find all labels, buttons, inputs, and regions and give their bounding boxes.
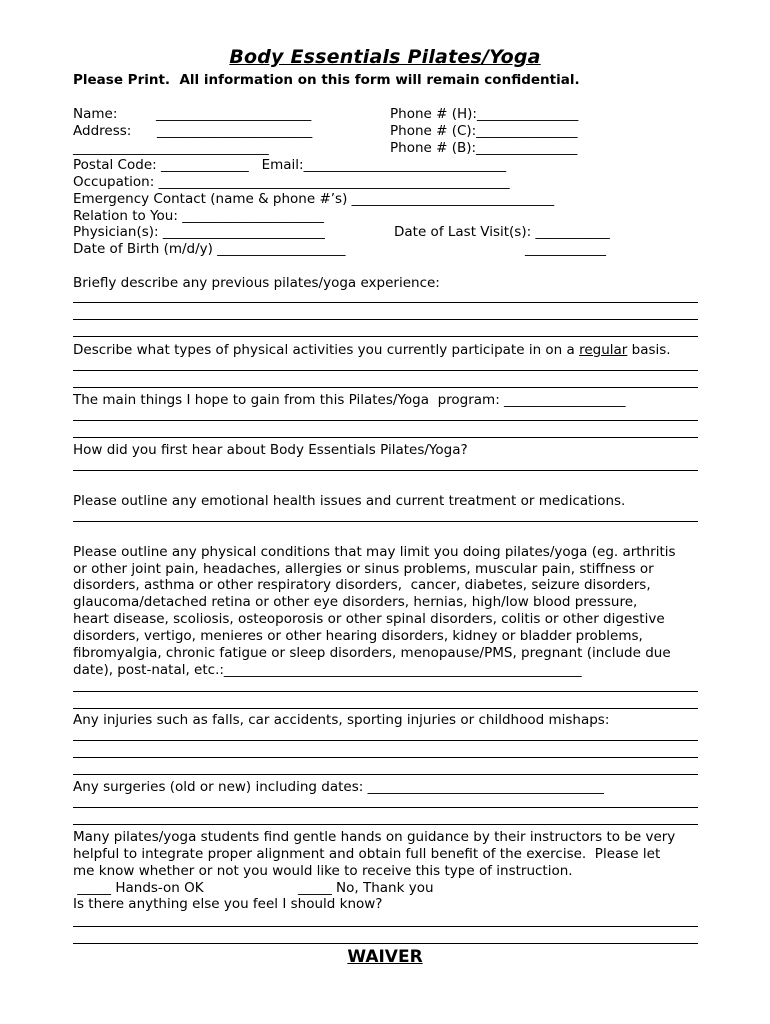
intro-note: Please Print. All information on this form will remain confidential.	[73, 72, 580, 88]
activities-question: Describe what types of physical activities you currently participate in on a regular basis.	[73, 342, 671, 358]
gain-question[interactable]: The main things I hope to gain from this Pilates/Yoga program: __________________	[73, 392, 626, 408]
physical-line-6: disorders, vertigo, menieres or other hearing disorders, kidney or bladder problems,	[73, 628, 643, 644]
emotional-question: Please outline any emotional health issues and current treatment or medications.	[73, 493, 626, 509]
answer-line[interactable]	[73, 470, 698, 471]
phone-business-field[interactable]: Phone # (B):_______________	[390, 140, 578, 156]
answer-line[interactable]	[73, 926, 698, 927]
answer-line[interactable]	[73, 387, 698, 388]
answer-line[interactable]	[73, 319, 698, 320]
physician-field[interactable]: Physician(s): ________________________	[73, 224, 325, 240]
answer-line[interactable]	[73, 302, 698, 303]
physical-line-1: Please outline any physical conditions that may limit you doing pilates/yoga (eg. arthritis	[73, 544, 676, 560]
phone-cell-field[interactable]: Phone # (C):_______________	[390, 123, 578, 139]
guidance-line-2: helpful to integrate proper alignment and obtain full benefit of the exercise. Please let	[73, 846, 661, 862]
extra-date-field[interactable]: ____________	[525, 241, 606, 257]
physical-line-8[interactable]: date), post-natal, etc.:_____________________________________________________	[73, 662, 582, 678]
experience-question: Briefly describe any previous pilates/yoga experience:	[73, 275, 440, 291]
physical-line-3: disorders, asthma or other respiratory disorders, cancer, diabetes, seizure disorders,	[73, 577, 651, 593]
waiver-heading: WAIVER	[347, 947, 423, 967]
phone-home-field[interactable]: Phone # (H):_______________	[390, 106, 579, 122]
postal-email-field[interactable]: Postal Code: _____________ Email:______________________________	[73, 157, 507, 173]
hear-question: How did you first hear about Body Essentials Pilates/Yoga?	[73, 442, 468, 458]
relation-field[interactable]: Relation to You: _____________________	[73, 208, 324, 224]
occupation-field[interactable]: Occupation: ____________________________________________________	[73, 174, 510, 190]
hands-on-option[interactable]: _____ Hands-on OK	[73, 880, 204, 896]
physical-line-5: heart disease, scoliosis, osteoporosis or other spinal disorders, colitis or other digestive	[73, 611, 665, 627]
answer-line[interactable]	[73, 708, 698, 709]
guidance-line-3: me know whether or not you would like to receive this type of instruction.	[73, 863, 573, 879]
guidance-line-1: Many pilates/yoga students find gentle hands on guidance by their instructors to be very	[73, 829, 676, 845]
address-field[interactable]: Address: _______________________	[73, 123, 313, 139]
name-field[interactable]: Name: _______________________	[73, 106, 312, 122]
anything-else-question: Is there anything else you feel I should know?	[73, 896, 383, 912]
address-line2-field[interactable]: _____________________________	[73, 140, 269, 156]
no-thanks-option[interactable]: _____ No, Thank you	[298, 880, 434, 896]
answer-line[interactable]	[73, 943, 698, 944]
answer-line[interactable]	[73, 774, 698, 775]
form-title: Body Essentials Pilates/Yoga	[229, 46, 541, 68]
dob-field[interactable]: Date of Birth (m/d/y) ___________________	[73, 241, 346, 257]
regular-emphasis: regular	[579, 342, 628, 358]
answer-line[interactable]	[73, 420, 698, 421]
surgeries-question[interactable]: Any surgeries (old or new) including dates: ___________________________________	[73, 779, 604, 795]
answer-line[interactable]	[73, 824, 698, 825]
answer-line[interactable]	[73, 740, 698, 741]
answer-line[interactable]	[73, 691, 698, 692]
answer-line[interactable]	[73, 370, 698, 371]
answer-line[interactable]	[73, 336, 698, 337]
answer-line[interactable]	[73, 437, 698, 438]
last-visit-field[interactable]: Date of Last Visit(s): ___________	[394, 224, 610, 240]
physical-line-7: fibromyalgia, chronic fatigue or sleep disorders, menopause/PMS, pregnant (include due	[73, 645, 671, 661]
answer-line[interactable]	[73, 757, 698, 758]
answer-line[interactable]	[73, 521, 698, 522]
injuries-question: Any injuries such as falls, car accidents, sporting injuries or childhood mishaps:	[73, 712, 610, 728]
physical-line-2: or other joint pain, headaches, allergies or sinus problems, muscular pain, stiffness or	[73, 561, 654, 577]
physical-line-4: glaucoma/detached retina or other eye disorders, hernias, high/low blood pressure,	[73, 594, 638, 610]
emergency-contact-field[interactable]: Emergency Contact (name & phone #’s) ______________________________	[73, 191, 555, 207]
answer-line[interactable]	[73, 807, 698, 808]
